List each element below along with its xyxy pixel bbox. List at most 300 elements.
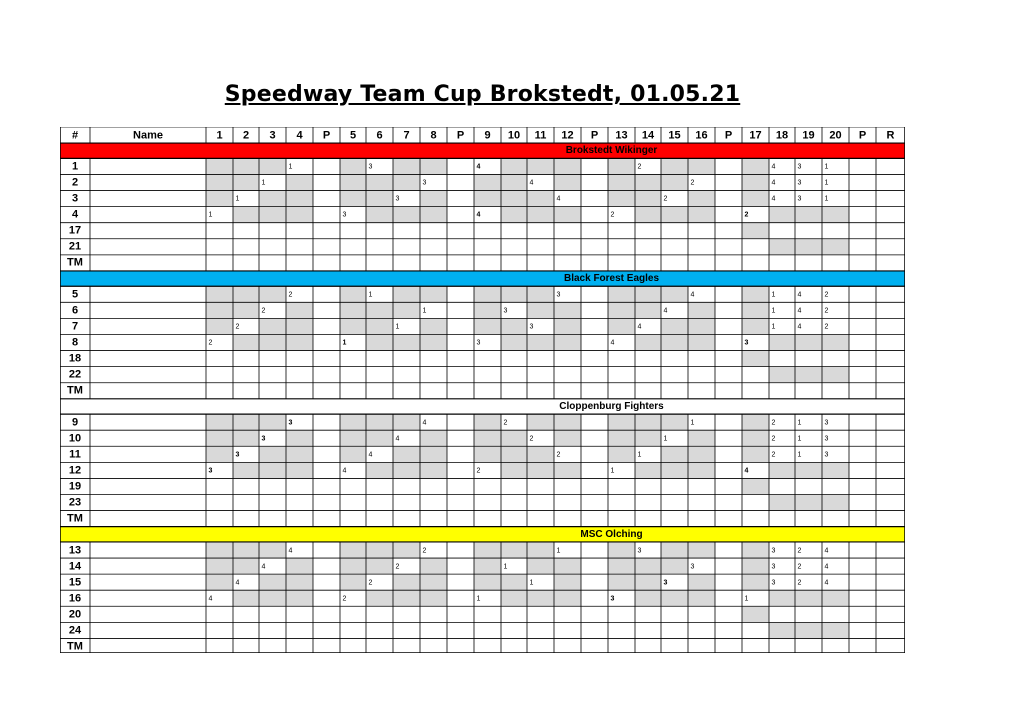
gate-number: 3 <box>824 435 829 443</box>
gate-number: 1 <box>610 467 615 475</box>
shaded-cell <box>635 286 661 302</box>
shaded-cell <box>259 414 286 430</box>
gate-number: 3 <box>771 547 776 554</box>
shaded-cell <box>769 590 795 606</box>
gate-number: 2 <box>797 547 802 554</box>
column-header: 1 <box>216 129 223 142</box>
column-header: 15 <box>668 129 681 142</box>
shaded-cell <box>742 542 769 558</box>
shaded-cell <box>769 495 795 511</box>
gate-number: 1 <box>261 179 266 187</box>
shaded-cell <box>366 430 393 446</box>
shaded-cell <box>742 446 769 462</box>
gate-number: 2 <box>797 563 802 571</box>
gate-number: 1 <box>771 291 776 299</box>
gate-number: 2 <box>690 179 695 187</box>
gate-number: 3 <box>288 419 293 427</box>
shaded-cell <box>420 207 447 223</box>
team-name: Brokstedt Wikinger <box>565 145 658 157</box>
gate-number: 1 <box>395 323 400 331</box>
shaded-cell <box>259 462 286 478</box>
rider-number: 22 <box>68 368 82 381</box>
gate-number: 4 <box>663 307 668 315</box>
shaded-cell <box>393 158 420 174</box>
shaded-cell <box>366 558 393 574</box>
shaded-cell <box>688 318 715 334</box>
shaded-cell <box>661 414 688 430</box>
shaded-cell <box>688 207 715 223</box>
shaded-cell <box>233 590 259 606</box>
shaded-cell <box>527 302 554 318</box>
gate-number: 3 <box>824 451 829 459</box>
shaded-cell <box>206 574 233 590</box>
shaded-cell <box>822 495 849 511</box>
gate-number: 2 <box>824 291 829 299</box>
shaded-cell <box>527 446 554 462</box>
shaded-cell <box>259 334 286 350</box>
shaded-cell <box>527 207 554 223</box>
shaded-cell <box>286 207 313 223</box>
gate-number: 4 <box>476 163 481 171</box>
gate-number: 2 <box>422 547 427 554</box>
shaded-cell <box>366 191 393 207</box>
rider-number: 7 <box>71 320 79 333</box>
column-header: 17 <box>749 129 762 142</box>
shaded-cell <box>527 334 554 350</box>
shaded-cell <box>206 302 233 318</box>
shaded-cell <box>393 462 420 478</box>
shaded-cell <box>822 590 849 606</box>
gate-number: 3 <box>610 595 615 603</box>
shaded-cell <box>501 446 527 462</box>
gate-number: 1 <box>422 307 427 315</box>
shaded-cell <box>635 191 661 207</box>
rider-number: 8 <box>71 336 79 349</box>
shaded-cell <box>501 542 527 558</box>
rider-number: 1 <box>71 160 79 173</box>
shaded-cell <box>608 542 635 558</box>
gate-number: 2 <box>771 451 776 459</box>
team-manager-label: TM <box>67 512 83 525</box>
column-header: 16 <box>695 129 708 142</box>
shaded-cell <box>286 174 313 190</box>
gate-number: 4 <box>261 563 266 571</box>
shaded-cell <box>393 286 420 302</box>
shaded-cell <box>233 174 259 190</box>
shaded-cell <box>501 430 527 446</box>
shaded-cell <box>233 542 259 558</box>
gate-number: 4 <box>208 595 213 603</box>
gate-number: 3 <box>503 307 508 315</box>
shaded-cell <box>688 446 715 462</box>
gate-number: 3 <box>771 563 776 571</box>
shaded-cell <box>259 207 286 223</box>
gate-number: 2 <box>395 563 400 571</box>
gate-number: 2 <box>208 339 213 347</box>
shaded-cell <box>501 574 527 590</box>
shaded-cell <box>393 574 420 590</box>
shaded-cell <box>608 430 635 446</box>
shaded-cell <box>233 207 259 223</box>
gate-number: 4 <box>771 195 776 203</box>
rider-number: 11 <box>69 448 81 461</box>
gate-number: 2 <box>771 435 776 443</box>
column-header: 18 <box>775 129 789 142</box>
gate-number: 4 <box>610 339 615 347</box>
shaded-cell <box>688 302 715 318</box>
shaded-cell <box>554 334 581 350</box>
column-header: P <box>590 129 599 142</box>
shaded-cell <box>286 191 313 207</box>
gate-number: 2 <box>771 419 776 427</box>
shaded-cell <box>366 174 393 190</box>
gate-number: 2 <box>556 451 561 459</box>
shaded-cell <box>420 334 447 350</box>
shaded-cell <box>474 414 501 430</box>
shaded-cell <box>554 302 581 318</box>
shaded-cell <box>420 590 447 606</box>
gate-number: 3 <box>744 339 749 347</box>
rider-number: 15 <box>68 576 82 589</box>
gate-number: 2 <box>261 307 266 315</box>
shaded-cell <box>420 462 447 478</box>
shaded-cell <box>635 334 661 350</box>
shaded-cell <box>286 574 313 590</box>
gate-number: 4 <box>744 467 749 475</box>
gate-number: 2 <box>824 323 829 331</box>
shaded-cell <box>688 334 715 350</box>
shaded-cell <box>795 462 822 478</box>
shaded-cell <box>635 590 661 606</box>
column-header: 19 <box>802 129 815 142</box>
rider-number: 24 <box>68 624 82 637</box>
gate-number: 1 <box>503 563 508 571</box>
shaded-cell <box>742 158 769 174</box>
gate-number: 2 <box>529 435 534 443</box>
gate-number: 1 <box>690 419 695 427</box>
shaded-cell <box>527 542 554 558</box>
gate-number: 4 <box>368 451 373 459</box>
shaded-cell <box>769 207 795 223</box>
shaded-cell <box>259 590 286 606</box>
shaded-cell <box>501 286 527 302</box>
shaded-cell <box>635 430 661 446</box>
shaded-cell <box>420 286 447 302</box>
shaded-cell <box>233 558 259 574</box>
column-header: 20 <box>829 129 842 142</box>
shaded-cell <box>286 590 313 606</box>
shaded-cell <box>661 590 688 606</box>
shaded-cell <box>527 158 554 174</box>
shaded-cell <box>742 414 769 430</box>
shaded-cell <box>206 542 233 558</box>
shaded-cell <box>635 207 661 223</box>
shaded-cell <box>340 191 366 207</box>
shaded-cell <box>795 495 822 511</box>
gate-number: 1 <box>368 291 373 299</box>
column-header: 6 <box>376 129 383 142</box>
column-header: 4 <box>296 129 303 142</box>
gate-number: 4 <box>797 291 802 299</box>
column-header: 5 <box>349 129 357 142</box>
shaded-cell <box>661 207 688 223</box>
shaded-cell <box>206 174 233 190</box>
gate-number: 3 <box>797 195 802 203</box>
shaded-cell <box>742 302 769 318</box>
shaded-cell <box>608 174 635 190</box>
gate-number: 4 <box>422 419 427 427</box>
shaded-cell <box>206 446 233 462</box>
shaded-cell <box>420 158 447 174</box>
shaded-cell <box>340 558 366 574</box>
gate-number: 2 <box>235 323 240 331</box>
team-header-bar <box>60 527 905 542</box>
gate-number: 3 <box>690 563 695 571</box>
shaded-cell <box>795 334 822 350</box>
score-sheet-table <box>60 127 905 653</box>
gate-number: 4 <box>529 179 534 187</box>
shaded-cell <box>340 174 366 190</box>
gate-number: 2 <box>342 595 347 603</box>
page-title: Speedway Team Cup Brokstedt, 01.05.21 <box>224 82 741 107</box>
shaded-cell <box>474 542 501 558</box>
shaded-cell <box>501 158 527 174</box>
gate-number: 3 <box>797 163 802 171</box>
shaded-cell <box>795 367 822 383</box>
team-header-bar <box>60 271 905 286</box>
shaded-cell <box>340 158 366 174</box>
gate-number: 1 <box>771 307 776 315</box>
column-header: # <box>71 129 79 142</box>
gate-number: 1 <box>771 323 776 331</box>
shaded-cell <box>474 302 501 318</box>
column-header: P <box>724 129 733 142</box>
shaded-cell <box>286 302 313 318</box>
shaded-cell <box>688 430 715 446</box>
shaded-cell <box>742 351 769 367</box>
shaded-cell <box>340 430 366 446</box>
gate-number: 2 <box>368 579 373 587</box>
gate-number: 4 <box>824 547 829 554</box>
rider-number: 14 <box>68 560 82 573</box>
shaded-cell <box>688 158 715 174</box>
rider-number: 12 <box>68 464 82 477</box>
shaded-cell <box>661 286 688 302</box>
shaded-cell <box>474 286 501 302</box>
shaded-cell <box>501 318 527 334</box>
shaded-cell <box>206 414 233 430</box>
gate-number: 1 <box>637 451 642 459</box>
shaded-cell <box>635 174 661 190</box>
rider-number: 19 <box>68 480 82 493</box>
shaded-cell <box>474 318 501 334</box>
gate-number: 4 <box>288 547 293 554</box>
gate-number: 2 <box>744 211 749 219</box>
rider-number: 5 <box>71 288 79 301</box>
shaded-cell <box>527 286 554 302</box>
shaded-cell <box>608 446 635 462</box>
shaded-cell <box>340 414 366 430</box>
shaded-cell <box>661 446 688 462</box>
rider-number: 2 <box>71 176 79 189</box>
gate-number: 3 <box>529 323 534 331</box>
shaded-cell <box>795 590 822 606</box>
shaded-cell <box>393 174 420 190</box>
shaded-cell <box>366 207 393 223</box>
shaded-cell <box>366 462 393 478</box>
gate-number: 4 <box>342 467 347 475</box>
shaded-cell <box>233 334 259 350</box>
shaded-cell <box>554 462 581 478</box>
shaded-cell <box>501 207 527 223</box>
team-name: MSC Olching <box>580 528 643 540</box>
column-header: R <box>886 129 895 142</box>
shaded-cell <box>608 286 635 302</box>
shaded-cell <box>769 334 795 350</box>
shaded-cell <box>688 191 715 207</box>
shaded-cell <box>688 542 715 558</box>
shaded-cell <box>393 542 420 558</box>
shaded-cell <box>501 191 527 207</box>
column-header: 9 <box>484 129 491 142</box>
shaded-cell <box>742 174 769 190</box>
gate-number: 1 <box>235 195 240 203</box>
gate-number: 4 <box>771 163 776 171</box>
shaded-cell <box>501 334 527 350</box>
rider-number: 10 <box>68 432 82 445</box>
gate-number: 3 <box>476 339 481 347</box>
shaded-cell <box>742 318 769 334</box>
shaded-cell <box>742 430 769 446</box>
shaded-cell <box>661 542 688 558</box>
gate-number: 2 <box>637 163 642 171</box>
shaded-cell <box>393 207 420 223</box>
gate-number: 3 <box>637 547 642 554</box>
shaded-cell <box>608 191 635 207</box>
shaded-cell <box>501 174 527 190</box>
shaded-cell <box>608 558 635 574</box>
gate-number: 4 <box>395 435 400 443</box>
shaded-cell <box>206 286 233 302</box>
shaded-cell <box>742 286 769 302</box>
shaded-cell <box>393 302 420 318</box>
shaded-cell <box>233 286 259 302</box>
shaded-cell <box>474 446 501 462</box>
shaded-cell <box>688 462 715 478</box>
shaded-cell <box>286 430 313 446</box>
shaded-cell <box>259 286 286 302</box>
rider-number: 3 <box>71 192 79 205</box>
gate-number: 2 <box>663 195 668 203</box>
shaded-cell <box>286 318 313 334</box>
shaded-cell <box>795 239 822 255</box>
team-name: Cloppenburg Fighters <box>559 400 664 412</box>
shaded-cell <box>661 158 688 174</box>
shaded-cell <box>259 574 286 590</box>
shaded-cell <box>340 542 366 558</box>
shaded-cell <box>286 558 313 574</box>
shaded-cell <box>608 414 635 430</box>
column-header: P <box>858 129 867 142</box>
shaded-cell <box>286 334 313 350</box>
gate-number: 3 <box>261 435 266 443</box>
shaded-cell <box>635 574 661 590</box>
shaded-cell <box>822 462 849 478</box>
gate-number: 1 <box>476 595 481 603</box>
shaded-cell <box>259 318 286 334</box>
gate-number: 4 <box>235 579 240 587</box>
shaded-cell <box>554 207 581 223</box>
column-header: 10 <box>507 129 521 142</box>
rider-number: 17 <box>68 224 82 237</box>
shaded-cell <box>206 318 233 334</box>
shaded-cell <box>742 191 769 207</box>
shaded-cell <box>393 446 420 462</box>
shaded-cell <box>420 318 447 334</box>
shaded-cell <box>206 158 233 174</box>
shaded-cell <box>366 318 393 334</box>
shaded-cell <box>822 239 849 255</box>
shaded-cell <box>527 558 554 574</box>
shaded-cell <box>233 430 259 446</box>
gate-number: 4 <box>637 323 642 331</box>
gate-number: 1 <box>797 451 802 459</box>
shaded-cell <box>206 558 233 574</box>
team-manager-label: TM <box>67 640 83 653</box>
shaded-cell <box>635 414 661 430</box>
gate-number: 2 <box>503 419 508 427</box>
shaded-cell <box>233 414 259 430</box>
team-header-bar <box>60 143 905 158</box>
gate-number: 3 <box>395 195 400 203</box>
shaded-cell <box>769 462 795 478</box>
shaded-cell <box>661 462 688 478</box>
team-manager-label: TM <box>67 384 83 397</box>
shaded-cell <box>554 174 581 190</box>
shaded-cell <box>474 558 501 574</box>
shaded-cell <box>259 542 286 558</box>
shaded-cell <box>742 223 769 239</box>
shaded-cell <box>366 414 393 430</box>
gate-number: 4 <box>824 563 829 571</box>
rider-number: 13 <box>68 544 82 556</box>
shaded-cell <box>366 302 393 318</box>
rider-number: 16 <box>68 592 82 605</box>
gate-number: 2 <box>288 291 293 299</box>
shaded-cell <box>554 318 581 334</box>
shaded-cell <box>554 158 581 174</box>
gate-number: 1 <box>208 211 213 219</box>
shaded-cell <box>420 191 447 207</box>
gate-number: 3 <box>556 291 561 299</box>
gate-number: 2 <box>797 579 802 587</box>
shaded-cell <box>822 367 849 383</box>
shaded-cell <box>635 302 661 318</box>
shaded-cell <box>554 414 581 430</box>
shaded-cell <box>661 558 688 574</box>
column-header: Name <box>133 129 163 142</box>
shaded-cell <box>661 174 688 190</box>
gate-number: 2 <box>476 467 481 475</box>
gate-number: 1 <box>797 435 802 443</box>
shaded-cell <box>340 302 366 318</box>
gate-number: 3 <box>422 179 427 187</box>
gate-number: 4 <box>771 179 776 187</box>
shaded-cell <box>527 462 554 478</box>
column-header: 2 <box>242 129 250 142</box>
rider-number: 6 <box>71 304 79 317</box>
gate-number: 4 <box>797 323 802 331</box>
